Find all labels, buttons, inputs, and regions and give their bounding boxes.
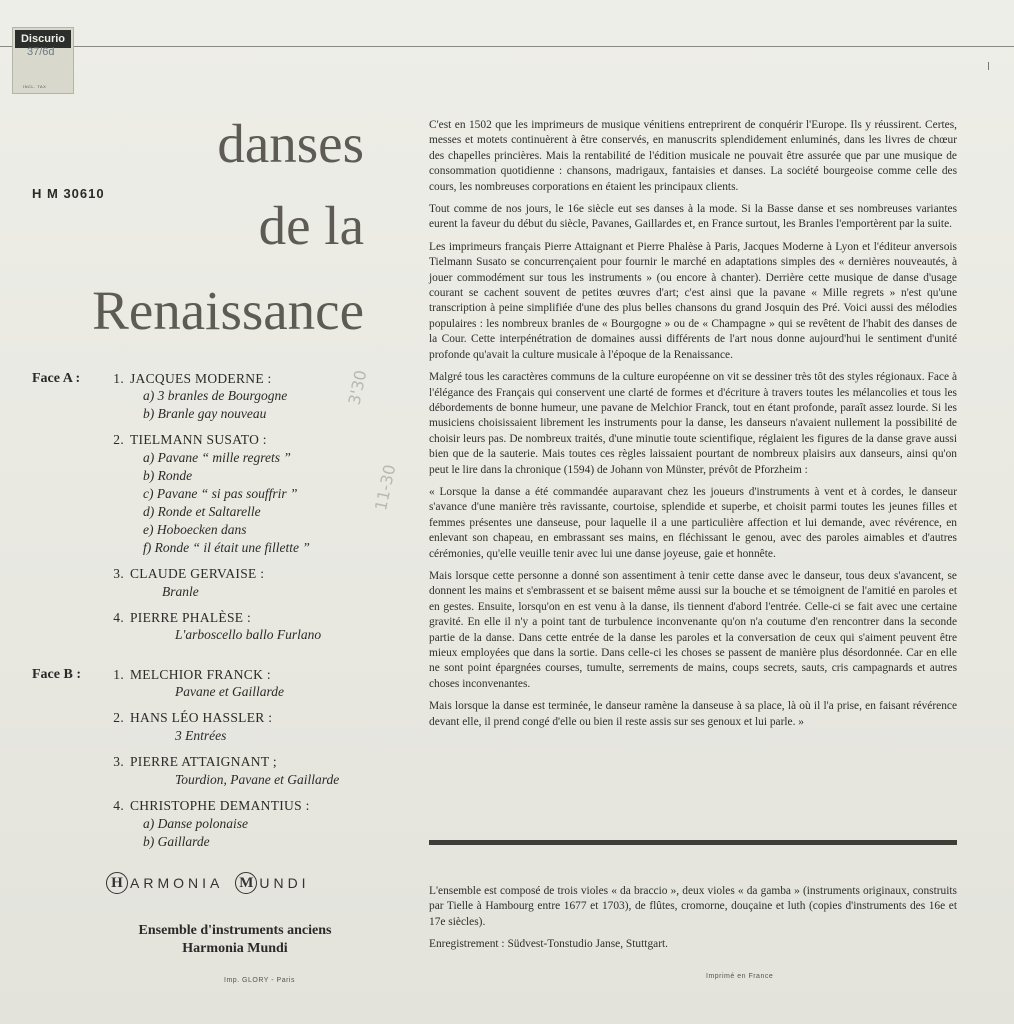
liner-paragraph: C'est en 1502 que les imprimeurs de musique vénitiens entreprirent de conquérir l'Europe. Ils y réussirent. Certes, messes et motets continuèrent à être conservés, en manuscrits splendidement enluminés, dans les livres de chœur des chapelles princières. Mais la rentabilité de l'édition musicale ne pouvait être assurée que par une musique de consommation quotidienne : chansons, madrigaux, fantaisies et danses. La société bourgeoise comme celle des cours, les nombreuses corporations en étaient les principaux clients. (429, 119, 957, 193)
ensemble-notes (429, 884, 957, 960)
pencil-note-1: 3'30 (344, 368, 371, 407)
title-line-1: danses (217, 113, 364, 174)
logo-armonia: ARMONIA (130, 875, 224, 891)
title-line-3: Renaissance (92, 280, 364, 341)
logo-m-circle: M (235, 872, 257, 894)
harmonia-mundi-logo (104, 872, 366, 894)
face-a-label: Face A : (32, 371, 81, 386)
track-a2-piece-e: e) Hoboecken dans (143, 522, 247, 537)
liner-paragraph: Mais lorsque cette personne a donné son assentiment à tenir cette danse avec le danseur, tous deux s'avancent, se donnent les mains et s'embrassent et se baisent même aussi sur la bouche et se témoignent de l'amitié en paroles et en gestes. Ensuite, lorsqu'on en est venu à la danse, ils tiennent d'abord l'entrée. Celle-ci se fait avec une certaine gravité. En elle il n'y a point tant de turbulence inconvenante qu'on n'a coutume d'en rencontrer dans la seconde partie de la danse. Dans cette entrée de la danse les paroles et la conversation de ceux qui s'aiment peuvent être mieux employées que dans la sortie. Dans celle-ci les choses se passent de manière plus désordonnée. Car en elle ne sont point épargnées courses, tumulte, serrements de mains, coups secrets, sauts, cris campagnards et autres choses inconvenantes. (429, 569, 957, 690)
track-a2-piece-d: d) Ronde et Saltarelle (143, 504, 261, 519)
liner-paragraph: Les imprimeurs français Pierre Attaignant et Pierre Phalèse à Paris, Jacques Moderne à Lyon et l'éditeur anversois Tielmann Susato se concurrençaient pour fournir le marché en adaptations simples des « dernières nouveautés, à jouer commodément sur tous les instruments » (ou encore à chanter). Derrière cette musique de danse d'usage courant se cachent souvent de petites œuvres d'art; c'est ainsi que la pavane « Mille regrets » n'est qu'une transcription à peine simplifiée d'une des plus belles chansons du grand Josquin des Pré. Voici aussi des mélodies populaires : les nombreux branles de « Bourgogne » ou de « Champagne » qui se revêtent de l'habit des danses de la Cour. Cette interpénétration de domaines aussi différents de l'art nous donne aujourd'hui le sentiment d'unité profonde qu'avait la culture musicale à l'époque de la Renaissance. (429, 240, 957, 361)
liner-paragraph: « Lorsque la danse a été commandée auparavant chez les joueurs d'instruments à vent et à cordes, le danseur s'avance d'une manière très ravissante, courtoise, splendide et superbe, et choisit parmi toutes les jeunes filles et femmes présentes une danseuse, pour laquelle il a une particulière affection et lui demande, avec révérence, en enlevant son chapeau, en embrassant ses mains, en fléchissant le genou, avec des paroles aimables et d'autres cérémonies, qu'elle veuille tenir avec lui une danse joyeuse, gaie et honnête. (429, 485, 957, 560)
logo-h-circle: H (106, 872, 128, 894)
recording-note: Enregistrement : Südvest-Tonstudio Janse, Stuttgart. (429, 938, 669, 951)
imprint-left: Imp. GLORY - Paris (224, 977, 295, 984)
sticker-brand: Discurio (15, 30, 71, 48)
track-b3-composer: 3. PIERRE ATTAIGNANT ; (113, 754, 277, 769)
track-a1-composer: 1. JACQUES MODERNE : (113, 371, 272, 386)
track-a2-piece-f: f) Ronde “ il était une fillette ” (143, 540, 310, 555)
sticker-tax: INCL. TAX (23, 84, 47, 89)
top-rule (0, 46, 1014, 47)
track-a3-composer: 3. CLAUDE GERVAISE : (113, 566, 265, 581)
logo-undi: UNDI (259, 875, 310, 891)
ensemble-line-2: Harmonia Mundi (182, 941, 288, 956)
liner-paragraph: Mais lorsque la danse est terminée, le danseur ramène la danseuse à sa place, là où il l'a prise, en faisant révérence devant elle, il prend congé d'elle ou bien il reste assis sur ses genoux et lui parle. » (429, 700, 957, 728)
edge-mark (988, 62, 989, 70)
track-b3-piece: Tourdion, Pavane et Gaillarde (175, 772, 340, 787)
track-b1-composer: 1. MELCHIOR FRANCK : (113, 667, 271, 682)
track-b2-piece: 3 Entrées (175, 728, 227, 743)
track-a2-piece-a: a) Pavane “ mille regrets ” (143, 450, 291, 465)
track-a1-piece-b: b) Branle gay nouveau (143, 406, 267, 421)
track-b2-composer: 2. HANS LÉO HASSLER : (113, 710, 273, 725)
price-sticker (12, 27, 74, 94)
pencil-note-2: 11-30 (371, 462, 400, 513)
catalog-number: H M 30610 (32, 186, 105, 201)
track-a4-piece: L'arboscello ballo Furlano (175, 627, 322, 642)
track-b4-piece-b: b) Gaillarde (143, 834, 210, 849)
liner-paragraph: Malgré tous les caractères communs de la culture européenne on vit se dessiner très tôt des styles régionaux. Face à l'élégance des Français qui conservent une clarté de formes et d'écriture à travers toutes les mélancolies et tous les débordements de bonne humeur, une pavane de Melchior Franck, tout en étant profonde, paraît assez lourde. Si les musiciens choisissaient librement les instruments pour la danse, les danseurs n'avaient nullement la possibilité de choisir leurs pas. De nombreux traités, d'une minutie toute scientifique, réglaient les figures de la danse grave aussi bien que de la sauterie. Mais toutes ces règles laissaient pourtant de nombreux plaisirs aux danseurs, ainsi qu'on peut le lire dans la chronique (1594) de Johann von Münster, prévôt de Pforzheim : (429, 371, 957, 476)
track-a2-piece-c: c) Pavane “ si pas souffrir ” (143, 486, 298, 501)
track-a2-composer: 2. TIELMANN SUSATO : (113, 432, 267, 447)
face-b-label: Face B : (32, 667, 81, 682)
ensemble-credit (100, 922, 370, 958)
title-line-2: de la (258, 195, 364, 256)
ensemble-note: L'ensemble est composé de trois violes « da braccio », deux violes « da gamba » (instruments originaux, construits par Tielle à Hambourg entre 1677 et 1703), de flûtes, cromorne, douçaine et luth (copies d'instruments des 16e et 17e siècles). (429, 885, 957, 928)
ensemble-line-1: Ensemble d'instruments anciens (138, 923, 332, 938)
track-b4-piece-a: a) Danse polonaise (143, 816, 248, 831)
liner-paragraph: Tout comme de nos jours, le 16e siècle eut ses danses à la mode. Si la Basse danse et ses nombreuses variantes eurent la faveur du début du siècle, Pavanes, Gaillardes et, en France surtout, les Branles l'emportèrent par la suite. (429, 203, 957, 231)
track-a1-piece-a: a) 3 branles de Bourgogne (143, 388, 288, 403)
track-a3-piece: Branle (162, 584, 199, 599)
imprint-right: Imprimé en France (706, 973, 774, 980)
liner-notes (429, 118, 957, 737)
track-b4-composer: 4. CHRISTOPHE DEMANTIUS : (113, 798, 310, 813)
divider-bar (429, 840, 957, 845)
sticker-price: 37/6d (27, 46, 55, 58)
track-a2-piece-b: b) Ronde (143, 468, 193, 483)
track-a4-composer: 4. PIERRE PHALÈSE : (113, 610, 252, 625)
track-b1-piece: Pavane et Gaillarde (175, 684, 284, 699)
